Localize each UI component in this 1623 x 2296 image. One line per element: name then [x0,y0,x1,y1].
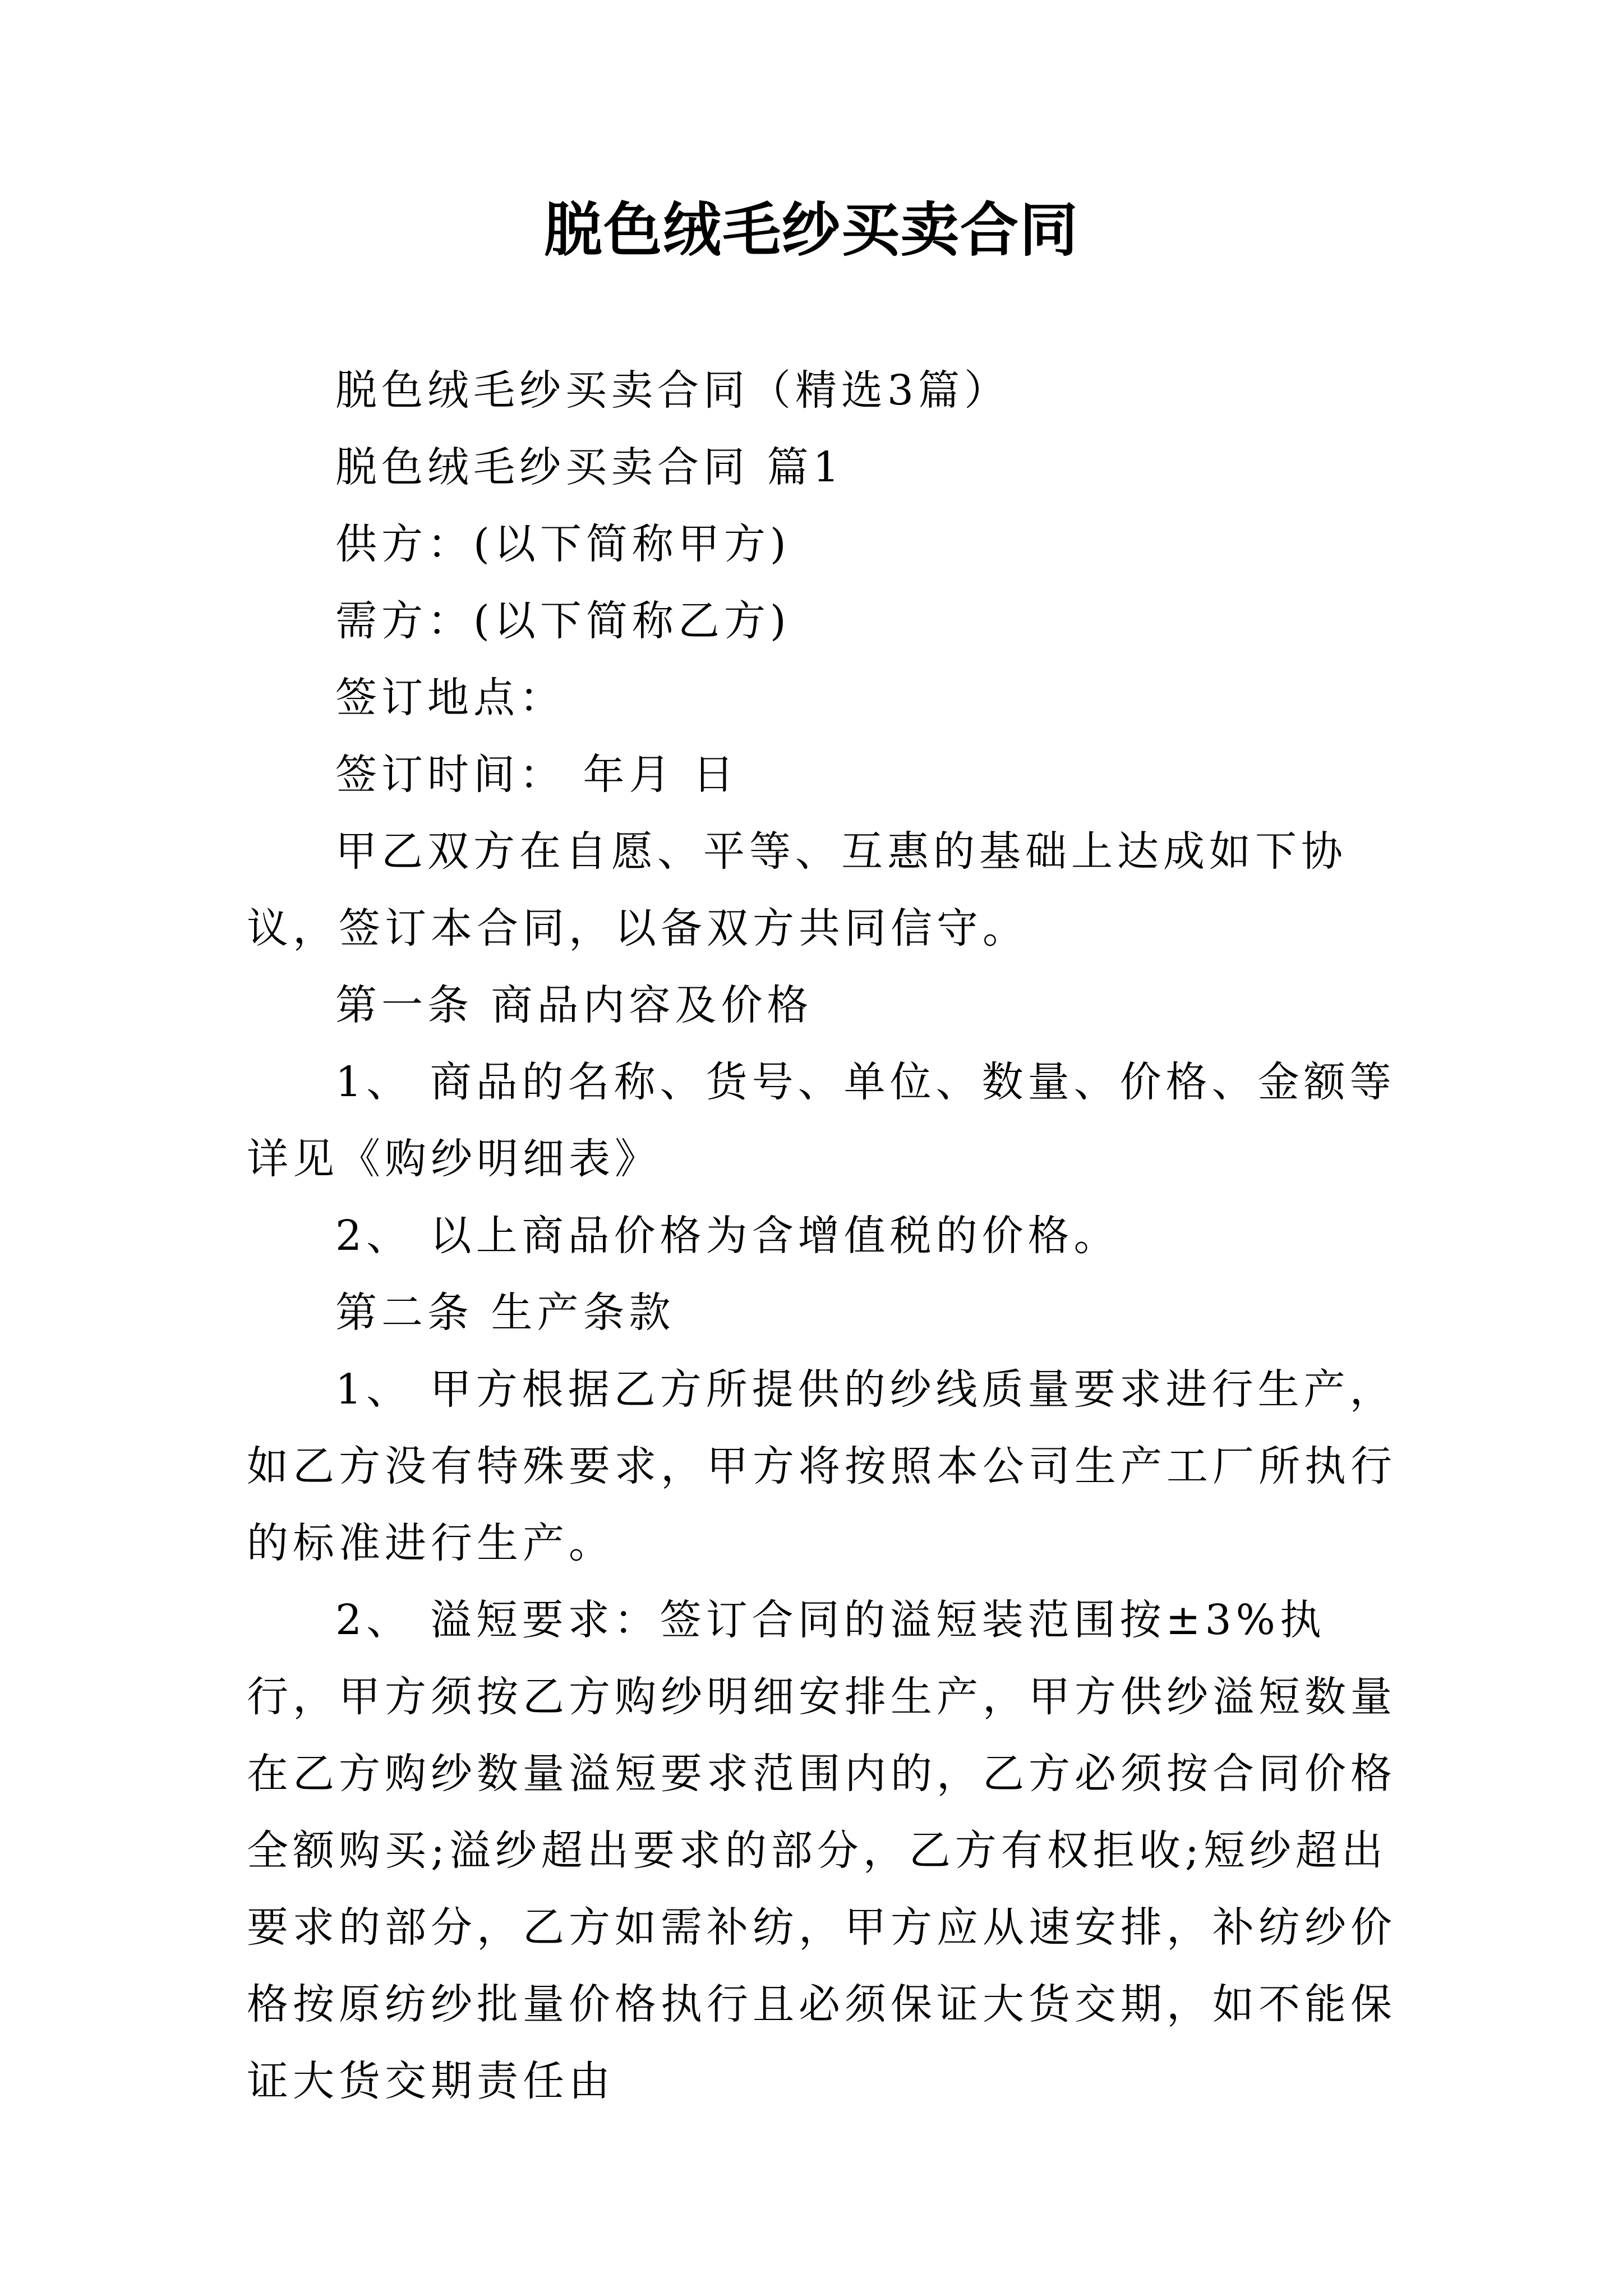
paragraph-article-1-heading: 第一条 商品内容及价格 [335,981,813,1029]
paragraph-supplier: 供方：(以下简称甲方) [335,520,791,568]
paragraph-article-1-item-1: 1、 商品的名称、货号、单位、数量、价格、金额等详见《购纱明细表》 [247,1058,1396,1183]
paragraph-signing-time: 签订时间： 年月 日 [335,751,739,799]
paragraph-signing-place: 签订地点： [335,674,565,722]
document-body [247,352,1402,2120]
paragraph-article-2-heading: 第二条 生产条款 [335,1289,675,1337]
paragraph-agreement: 甲乙双方在自愿、平等、互惠的基础上达成如下协议，签订本合同，以备双方共同信守。 [247,827,1347,953]
paragraph-article-2-item-2: 2、 溢短要求：签订合同的溢短装范围按±3%执行，甲方须按乙方购纱明细安排生产，甲方供纱溢短数量在乙方购纱数量溢短要求范围内的，乙方必须按合同价格全额购买;溢纱超出要求的部分，乙方有权拒收;短纱超出要求的部分，乙方如需补纺，甲方应从速安排，补纺纱价格按原纺纱批量价格执行且必须保证大货交期，如不能保证大货交期责任由 [247,1596,1396,2105]
paragraph-collection-title: 脱色绒毛纱买卖合同（精选3篇） [335,366,1011,415]
document-title: 脱色绒毛纱买卖合同 [543,195,1079,264]
paragraph-article-2-item-1: 1、 甲方根据乙方所提供的纱线质量要求进行生产，如乙方没有特殊要求，甲方将按照本公司生产工厂所执行的标准进行生产。 [247,1365,1396,1567]
paragraph-section-heading: 脱色绒毛纱买卖合同 篇1 [335,443,844,491]
paragraph-article-1-item-2: 2、 以上商品价格为含增值税的价格。 [335,1212,1120,1260]
paragraph-buyer: 需方：(以下简称乙方) [335,597,791,645]
